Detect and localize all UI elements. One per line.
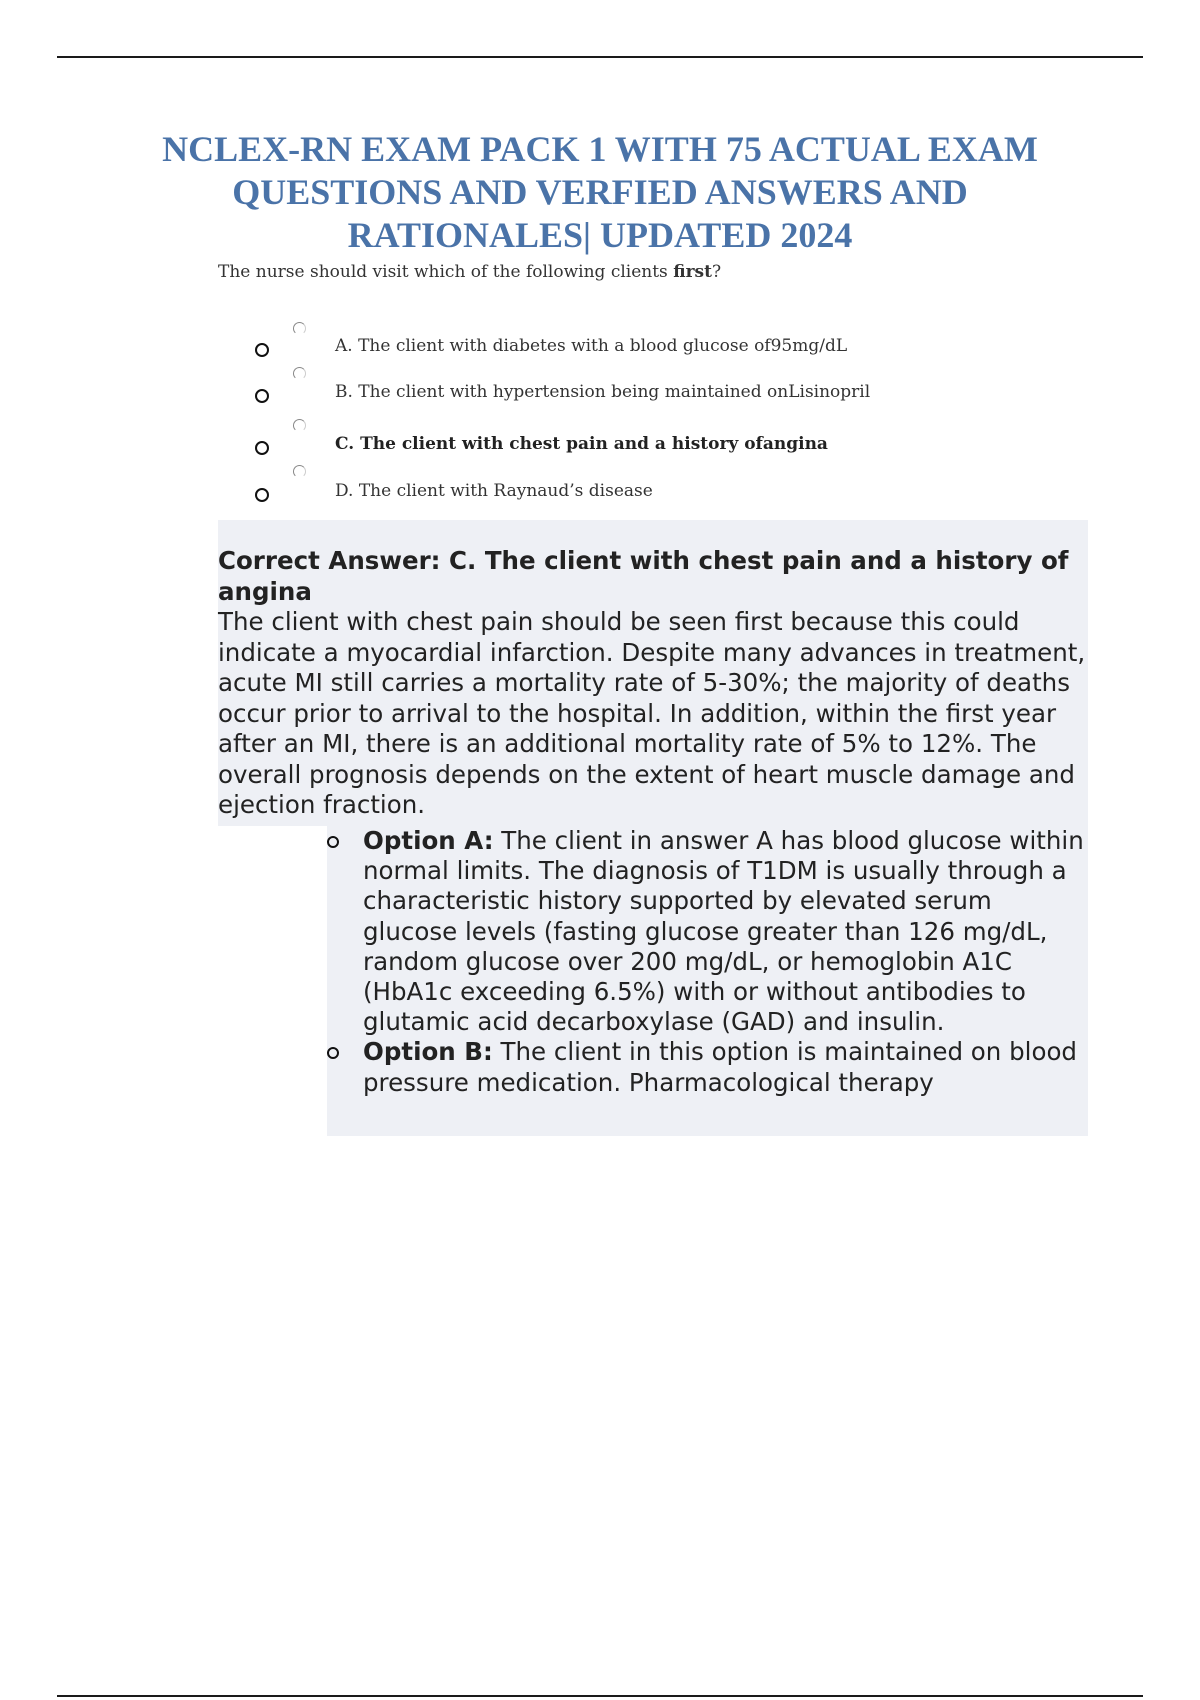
bullet-icon — [255, 343, 269, 357]
option-a[interactable] — [0, 320, 1200, 360]
radio-icon[interactable] — [293, 465, 306, 478]
option-c[interactable] — [0, 417, 1200, 457]
option-d-label: D. The client with Raynaud’s disease — [335, 481, 653, 501]
rationale-label: Option B: — [363, 1037, 493, 1067]
bullet-icon — [255, 389, 269, 403]
question-emphasis: first — [673, 262, 712, 282]
bullet-icon — [327, 836, 339, 848]
answer-block — [218, 546, 1088, 821]
rationale-item — [327, 826, 1087, 1037]
rationale-item — [327, 1037, 1087, 1097]
question-end: ? — [711, 262, 722, 282]
option-b-label: B. The client with hypertension being maintained onLisinopril — [335, 382, 871, 402]
radio-icon[interactable] — [293, 367, 306, 380]
rationale-text: The client in this option is maintained on blood pressure medication. Pharmacological therapy — [363, 1037, 1077, 1097]
question-text — [218, 262, 721, 282]
correct-answer-heading: Correct Answer: C. The client with chest pain and a history of angina — [218, 546, 1069, 606]
option-c-label: C. The client with chest pain and a history ofangina — [335, 434, 828, 454]
rationale-list — [327, 826, 1087, 1098]
question-main: The nurse should visit which of the following clients — [218, 262, 668, 282]
document-title: NCLEX-RN EXAM PACK 1 WITH 75 ACTUAL EXAM QUESTIONS AND VERFIED ANSWERS AND RATIONALES| UPDATED 2024 — [162, 129, 1038, 255]
answer-explanation: The client with chest pain should be seen first because this could indicate a myocardial infarction. Despite many advances in treatment, acute MI still carries a mortality rate of 5-30%; the majority of deaths occur prior to arrival to the hospital. In addition, within the first year after an MI, there is an additional mortality rate of 5% to 12%. The overall prognosis depends on the extent of heart muscle damage and ejection fraction. — [218, 607, 1086, 819]
option-b[interactable] — [0, 365, 1200, 405]
bullet-icon — [255, 488, 269, 502]
rationale-label: Option A: — [363, 826, 494, 855]
bullet-icon — [327, 1047, 339, 1059]
top-rule — [57, 56, 1143, 58]
radio-icon[interactable] — [293, 419, 306, 432]
bottom-rule — [57, 1695, 1143, 1697]
bullet-icon — [255, 441, 269, 455]
radio-icon[interactable] — [293, 322, 306, 335]
option-d[interactable] — [0, 463, 1200, 503]
rationale-text: The client in answer A has blood glucose within normal limits. The diagnosis of T1DM is usually through a characteristic history supported by elevated serum glucose levels (fasting glucose greater than 126 mg/dL, random glucose over 200 mg/dL, or hemoglobin A1C (HbA1c exceeding 6.5%) with or without antibodies to glutamic acid decarboxylase (GAD) and insulin. — [363, 826, 1084, 1037]
option-a-label: A. The client with diabetes with a blood glucose of95mg/dL — [335, 336, 848, 356]
